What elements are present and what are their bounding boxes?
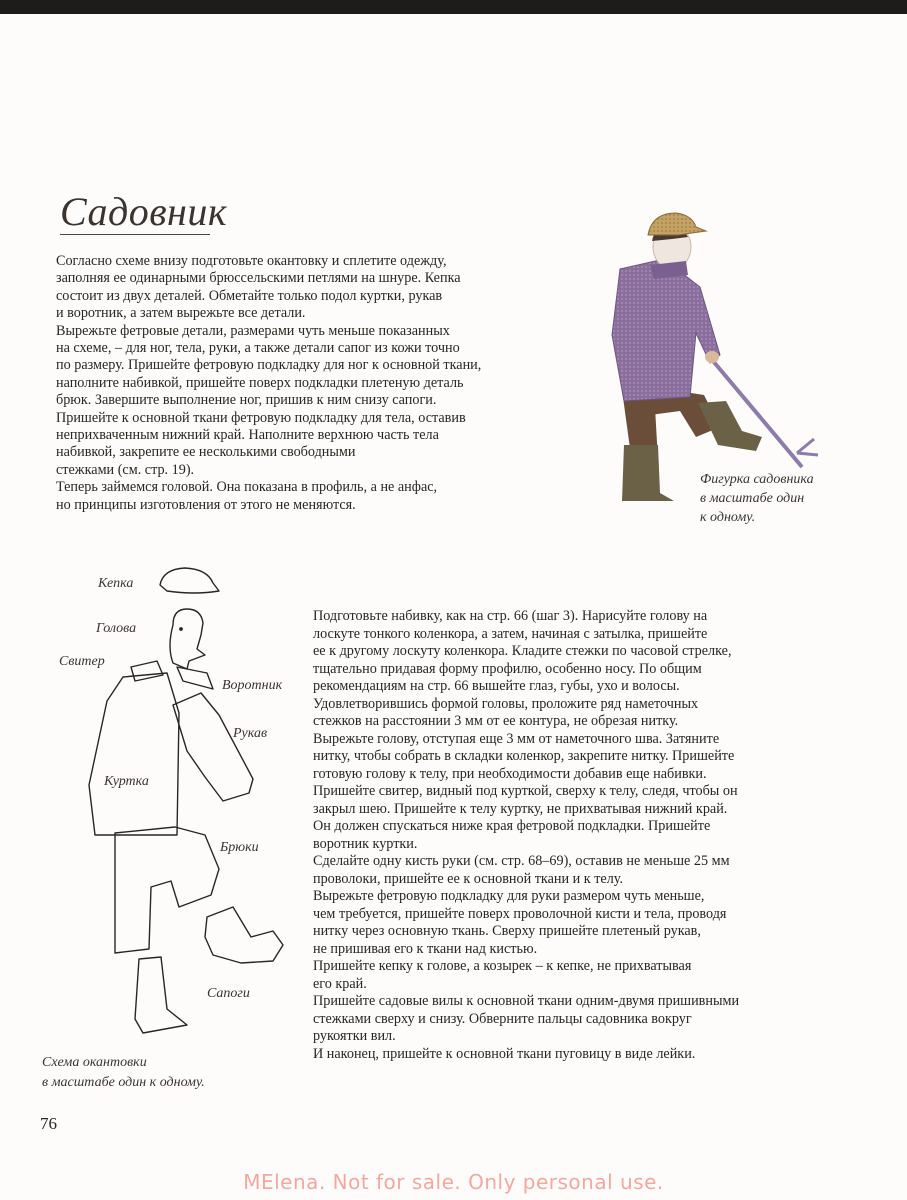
instruction-line: Он должен спускаться ниже края фетровой подкладки. Пришейте bbox=[313, 818, 711, 834]
instruction-line: нитку через основную ткань. Сверху пришейте плетеный рукав, bbox=[313, 923, 701, 939]
instruction-line: Пришейте свитер, видный под курткой, сверху к телу, следя, чтобы он bbox=[313, 783, 738, 799]
schema-caption-line: Схема окантовки bbox=[42, 1055, 147, 1070]
instruction-line: ее к другому лоскуту коленкора. Кладите стежки по часовой стрелке, bbox=[313, 643, 732, 659]
instruction-line: И наконец, пришейте к основной ткани пуговицу в виде лейки. bbox=[313, 1045, 696, 1062]
top-dark-edge bbox=[0, 0, 907, 14]
instruction-line: Подготовьте набивку, как на стр. 66 (шаг 3). Нарисуйте голову на bbox=[313, 608, 708, 624]
intro-paragraph bbox=[56, 253, 576, 514]
instruction-line: воротник куртки. bbox=[313, 835, 418, 852]
instructions-paragraph bbox=[313, 608, 853, 1063]
trousers-outline bbox=[115, 827, 219, 953]
instruction-line: Сделайте одну кисть руки (см. стр. 68–69), оставив не меньше 25 мм bbox=[313, 853, 730, 869]
pattern-label-sleeve: Рукав bbox=[233, 726, 268, 741]
instruction-line: Пришейте кепку к голове, а козырек – к кепке, не прихватывая bbox=[313, 958, 692, 974]
instruction-line: чем требуется, пришейте поверх проволочной кисти и тела, проводя bbox=[313, 905, 727, 922]
collar-outline bbox=[177, 667, 213, 689]
instruction-line: Удовлетворившись формой головы, проложите ряд наметочных bbox=[313, 695, 699, 712]
intro-line: неприхваченным нижний край. Наполните верхнюю часть тела bbox=[56, 427, 439, 444]
head-outline bbox=[170, 609, 205, 669]
intro-line: брюк. Завершите выполнение ног, пришив к ним снизу сапоги. bbox=[56, 392, 437, 409]
intro-line: Теперь займемся головой. Она показана в профиль, а не анфас, bbox=[56, 479, 438, 496]
instruction-line: рукоятки вил. bbox=[313, 1028, 396, 1044]
boot-outline bbox=[205, 907, 283, 963]
instruction-line: стежков на расстоянии 3 мм от ее контура, не обрезая нитку. bbox=[313, 713, 679, 729]
instruction-line: Вырежьте голову, отступая еще 3 мм от наметочного шва. Затяните bbox=[313, 730, 720, 747]
intro-line: но принципы изготовления от этого не меняются. bbox=[56, 496, 356, 513]
intro-line: Согласно схеме внизу подготовьте окантовку и сплетите одежду, bbox=[56, 253, 447, 269]
page-number: 76 bbox=[40, 1114, 57, 1133]
boot-outline bbox=[135, 957, 187, 1033]
photo-caption-line: в масштабе один bbox=[700, 491, 805, 506]
intro-line: набивкой, закрепите ее несколькими свободными bbox=[56, 444, 356, 461]
instruction-line: рекомендациям на стр. 66 вышейте глаз, губы, ухо и волосы. bbox=[313, 678, 680, 694]
photo-caption-line: к одному. bbox=[700, 510, 756, 525]
pattern-label-head: Голова bbox=[96, 621, 137, 636]
instruction-line: закрыл шею. Пришейте к телу куртку, не прихватывая нижний край. bbox=[313, 800, 728, 817]
jacket-outline bbox=[89, 673, 179, 835]
intro-line: и воротник, а затем вырежьте все детали. bbox=[56, 305, 306, 322]
instruction-line: тщательно придавая форму профилю, особенно носу. По общим bbox=[313, 660, 702, 677]
intro-line: Вырежьте фетровые детали, размерами чуть меньше показанных bbox=[56, 322, 450, 339]
cap-outline bbox=[160, 568, 219, 593]
intro-line: Пришейте к основной ткани фетровую подкладку для тела, оставив bbox=[56, 409, 466, 426]
sweater-outline bbox=[131, 661, 163, 681]
instruction-line: стежками сверху и снизу. Обверните пальцы садовника вокруг bbox=[313, 1010, 692, 1027]
instruction-line: не пришивая его к ткани над кистью. bbox=[313, 940, 538, 957]
pattern-label-collar: Воротник bbox=[222, 678, 283, 693]
page-title: Садовник bbox=[60, 189, 228, 234]
instruction-line: нитку, чтобы собрать в складки коленкор, закрепите нитку. Пришейте bbox=[313, 748, 735, 764]
instruction-line: готовую голову к телу, при необходимости добавив еще набивки. bbox=[313, 765, 707, 782]
pattern-label-trousers: Брюки bbox=[220, 840, 259, 855]
photo-caption bbox=[700, 470, 860, 527]
intro-line: заполняя ее одинарными брюссельскими петлями на шнуре. Кепка bbox=[56, 270, 461, 287]
title-underline bbox=[60, 234, 210, 235]
intro-line: по размеру. Пришейте фетровую подкладку для ног к основной ткани, bbox=[56, 357, 482, 374]
schema-caption-line: в масштабе один к одному. bbox=[42, 1075, 205, 1090]
photo-caption-line: Фигурка садовника bbox=[700, 472, 814, 487]
pattern-outline-diagram bbox=[55, 565, 315, 1045]
instruction-line: проволоки, пришейте ее к основной ткани и к телу. bbox=[313, 870, 623, 887]
gardener-figure-photo bbox=[592, 205, 822, 505]
intro-line: состоит из двух деталей. Обметайте только подол куртки, рукав bbox=[56, 287, 443, 304]
intro-line: стежками (см. стр. 19). bbox=[56, 461, 195, 478]
pattern-label-cap: Кепка bbox=[98, 576, 134, 591]
pattern-label-jacket: Куртка bbox=[104, 774, 149, 789]
instruction-line: Вырежьте фетровую подкладку для руки размером чуть меньше, bbox=[313, 888, 705, 904]
instruction-line: его край. bbox=[313, 975, 367, 992]
sleeve-outline bbox=[173, 693, 253, 801]
instruction-line: лоскуте тонкого коленкора, а затем, начиная с затылка, пришейте bbox=[313, 625, 708, 642]
watermark: MElena. Not for sale. Only personal use. bbox=[243, 1170, 664, 1194]
instruction-line: Пришейте садовые вилы к основной ткани одним-двумя пришивными bbox=[313, 993, 740, 1009]
intro-line: на схеме, – для ног, тела, руки, а также детали сапог из кожи точно bbox=[56, 340, 460, 357]
pattern-label-sweater: Свитер bbox=[59, 654, 105, 669]
pattern-label-boots: Сапоги bbox=[207, 986, 250, 1001]
schema-caption bbox=[42, 1053, 282, 1093]
intro-line: наполните набивкой, пришейте поверх подкладки плетеную деталь bbox=[56, 374, 464, 391]
